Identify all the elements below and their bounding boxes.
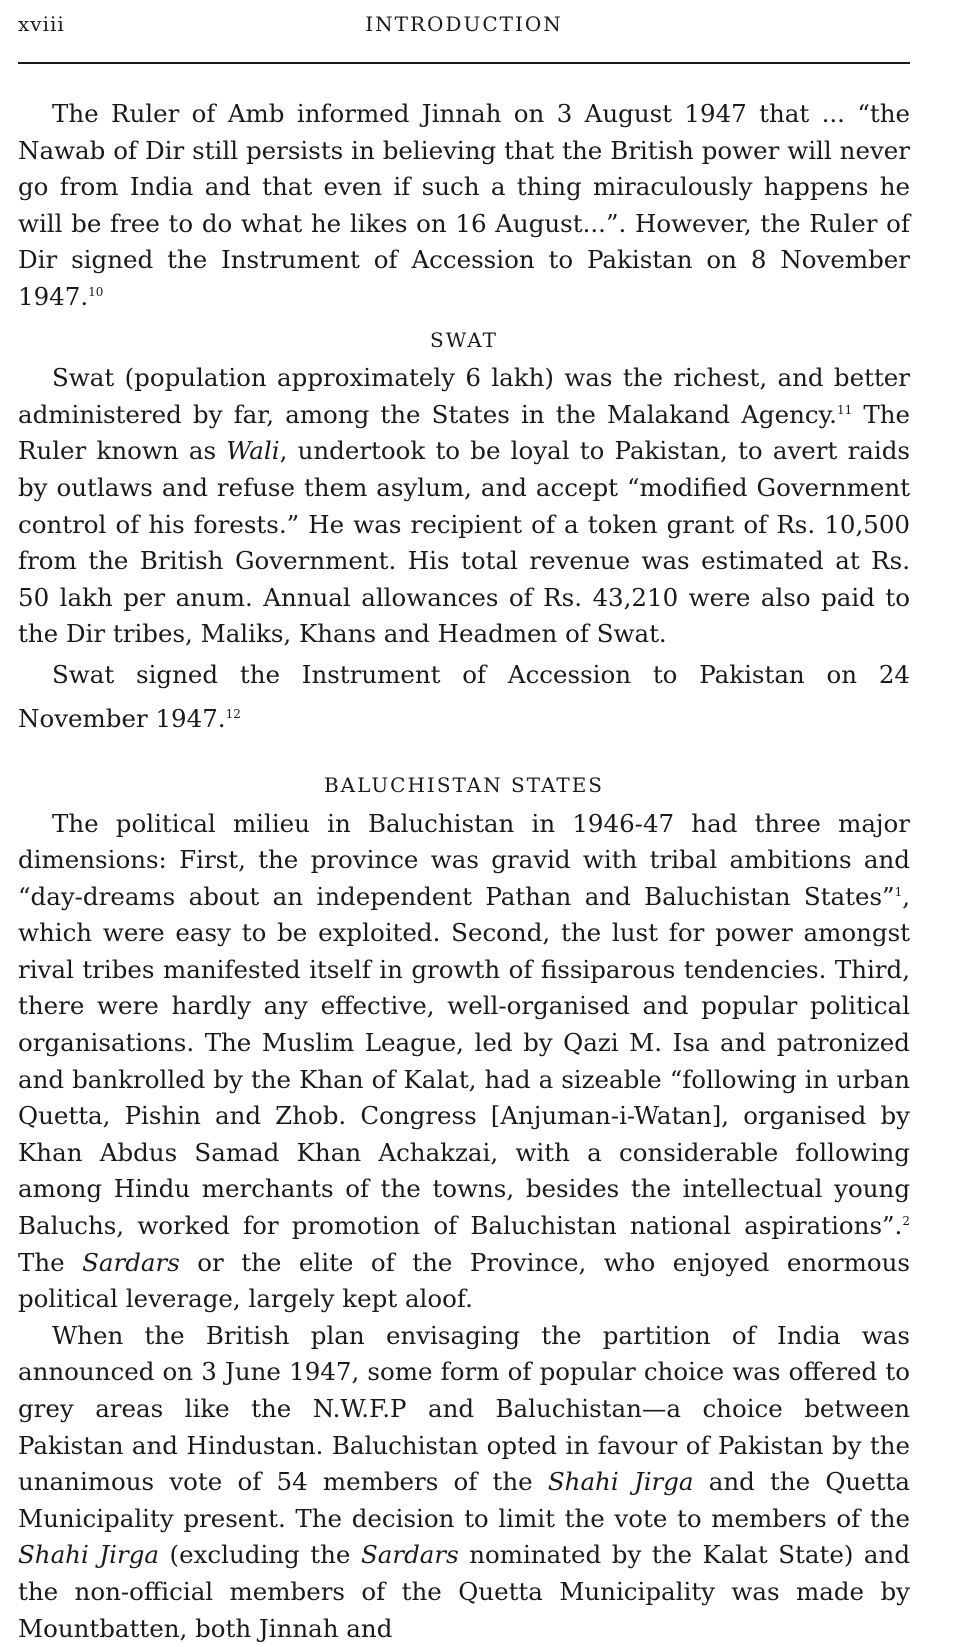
text-span: , which were easy to be exploited. Second, the lust for power amongst rival tribes manifested itself in growth of fissiparous tendencies. Third, there were hardly any effective, well-organised and popular political organisations. The Muslim League, led by Qazi M. Isa and patronized and bankrolled by the Khan of Kalat, had a sizeable “following in urban Quetta, Pishin and Zhob. Congress [Anjuman-i-Watan], organised by Khan Abdus Samad Khan Achakzai, with a considerable following among Hindu merchants of the towns, besides the intellectual young Baluchs, worked for promotion of Baluchistan national aspirations”.: [18, 881, 910, 1241]
section-heading-swat: SWAT: [430, 327, 498, 352]
paragraph-dir-text: The Ruler of Amb informed Jinnah on 3 August 1947 that ... “the Nawab of Dir still persists in believing that the British power will never go from India and that even if such a thing miraculously happens he will be free to do what he likes on 16 August...”. However, the Ruler of Dir signed the Instrument of Accession to Pakistan on 8 November 1947.: [18, 99, 910, 311]
paragraph-swat-1: [18, 360, 910, 653]
header-rule: [18, 62, 910, 64]
page-number: xviii: [18, 12, 65, 36]
text-span: The political milieu in Baluchistan in 1946-47 had three major dimensions: First, the province was gravid with tribal ambitions and “day-dreams about an independent Pathan and Baluchistan States”: [18, 808, 910, 911]
paragraph-baluchistan-2: [18, 1318, 910, 1647]
text-span: and the Quetta Municipality present. The decision to limit the vote to members of the: [18, 1467, 911, 1533]
text-span: , undertook to be loyal to Pakistan, to avert raids by outlaws and refuse them asylum, and accept “modified Government control of his forests.” He was recipient of a token grant of Rs. 10,500 from the British Government. His total revenue was estimated at Rs. 50 lakh per anum. Annual allowances of Rs. 43,210 were also paid to the Dir tribes, Maliks, Khans and Headmen of Swat.: [18, 436, 910, 649]
section-heading-baluchistan: BALUCHISTAN STATES: [323, 772, 604, 797]
book-page: [18, 0, 911, 1643]
footnote-ref: 2: [902, 1213, 910, 1228]
text-span: (excluding the: [159, 1540, 361, 1570]
text-span: The Ruler known as: [18, 399, 910, 466]
italic-term: Wali: [226, 436, 280, 466]
text-span: The: [18, 1247, 83, 1277]
footnote-ref: 12: [225, 706, 241, 721]
text-span: or the elite of the Province, who enjoyed enormous political leverage, largely kept aloof.: [18, 1247, 910, 1314]
paragraph-dir: [18, 96, 910, 316]
footnote-ref: 11: [836, 402, 853, 417]
footnote-ref: 10: [88, 284, 104, 299]
paragraph-swat-2: [18, 653, 910, 741]
italic-term: Sardars: [360, 1540, 459, 1570]
text-span: Swat signed the Instrument of Accession to Pakistan on 24 November 1947.: [18, 659, 910, 733]
running-head-title: INTRODUCTION: [365, 12, 563, 36]
text-span: When the British plan envisaging the partition of India was announced on 3 June 1947, some form of popular choice was offered to grey areas like the N.W.F.P and Baluchistan—a choice between Pakistan and Hindustan. Baluchistan opted in favour of Pakistan by the unanimous vote of 54 members of the: [18, 1320, 910, 1497]
text-span: Swat (population approximately 6 lakh) was the richest, and better administered by far, among the States in the Malakand Agency.: [18, 363, 910, 429]
italic-term: Sardars: [82, 1247, 180, 1277]
footnote-ref: 1: [894, 884, 903, 899]
italic-term: Shahi Jirga: [18, 1540, 159, 1570]
text-span: nominated by the Kalat State) and the non-official members of the Quetta Municipality was made by Mountbatten, both Jinnah and: [18, 1540, 911, 1643]
body-text: [18, 96, 910, 1647]
running-head: [18, 0, 910, 50]
italic-term: Shahi Jirga: [547, 1467, 694, 1497]
paragraph-baluchistan-1: [18, 806, 910, 1318]
